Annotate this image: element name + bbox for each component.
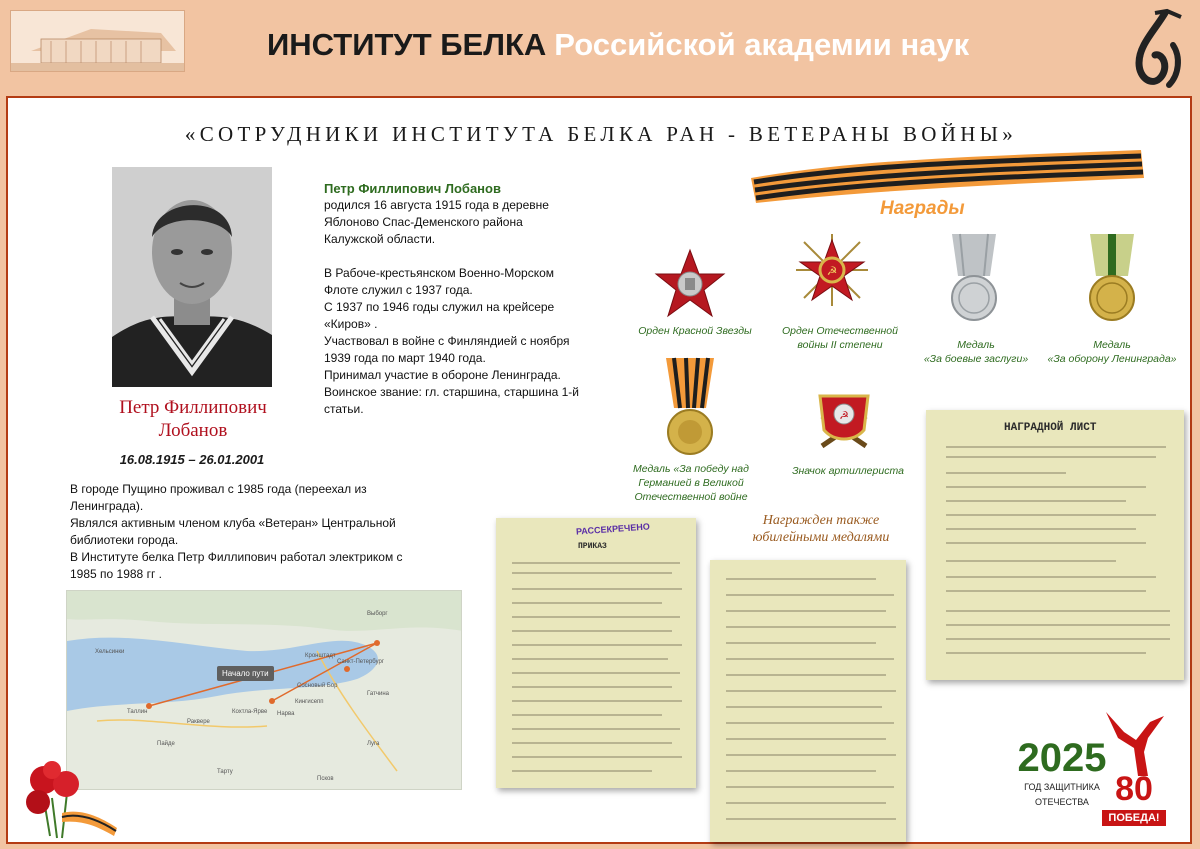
bio-line: Участвовал в войне с Финляндией с ноября [324, 334, 570, 348]
veteran-portrait-photo [112, 167, 272, 387]
map-city-label: Выборг [367, 611, 388, 617]
declassified-stamp: РАССЕКРЕЧЕНО [575, 521, 651, 537]
institute-title-bold: ИНСТИТУТ БЕЛКА [267, 27, 547, 62]
map-city-label: Санкт-Петербург [337, 659, 385, 665]
bio-name: Петр Филлипович Лобанов [324, 181, 501, 196]
bio-line: Яблоново Спас-Деменского района [324, 215, 523, 229]
pushchino-line: В городе Пущино проживал с 1985 года (переехал из [70, 482, 367, 496]
lifespan-dates: 16.08.1915 – 26.01.2001 [119, 452, 265, 467]
poster-title: «СОТРУДНИКИ ИНСТИТУТА БЕЛКА РАН - ВЕТЕРАНЫ ВОЙНЫ» [184, 122, 1018, 146]
award-label-line: Медаль «За победу над [633, 463, 749, 475]
award-label-line: «За боевые заслуги» [923, 353, 1029, 365]
jubilee-medals-note [736, 512, 906, 546]
bio-line: Флоте служил с 1937 года. [324, 283, 473, 297]
header [0, 0, 1200, 96]
award-sheet-document [926, 410, 1184, 680]
bio-line: 1939 года по март 1940 года. [324, 351, 486, 365]
awards-title: Награды [880, 198, 965, 219]
pushchino-line: Являлся активным членом клуба «Ветеран» Центральной [70, 516, 396, 530]
map-tooltip: Начало пути [217, 666, 274, 681]
badge-line2: ОТЕЧЕСТВА [1035, 797, 1089, 807]
map-city-label: Раквере [187, 719, 210, 725]
map-city-label: Кингисепп [295, 699, 324, 705]
map-city-label: Луга [367, 741, 380, 747]
biography [324, 180, 614, 418]
bio-line: Калужской области. [324, 232, 436, 246]
portrait-name-line2: Лобанов [158, 420, 228, 441]
year-of-defender-badge [1012, 738, 1112, 808]
bio-gap [324, 248, 614, 265]
pushchino-text [70, 481, 440, 583]
bio-line: Принимал участие в обороне Ленинграда. [324, 368, 561, 382]
pushchino-line: В Институте белка Петр Филлипович работал электриком с [70, 550, 403, 564]
award-label-line: «За оборону Ленинграда» [1047, 353, 1177, 365]
bio-line: С 1937 по 1946 годы служил на крейсере [324, 300, 555, 314]
route-map [66, 590, 462, 790]
award-label-artillery [774, 464, 922, 478]
svg-text:☭: ☭ [839, 409, 849, 422]
jubilee-line1: Награжден также [762, 513, 880, 528]
map-city-label: Кронштадт [305, 653, 336, 659]
victory-word: ПОБЕДА! [1102, 810, 1166, 826]
pushchino-line: Ленинграда). [70, 499, 144, 513]
institute-title [267, 27, 969, 63]
carnations-icon [22, 758, 122, 843]
award-label-patriotic-war [770, 324, 910, 352]
award-label-line: Значок артиллериста [792, 465, 904, 477]
bio-line: родился 16 августа 1915 года в деревне [324, 198, 549, 212]
svg-text:☭: ☭ [826, 264, 838, 278]
red-star-order-icon [654, 248, 726, 320]
order-document-1 [496, 518, 696, 788]
ib-monogram-logo-icon [1125, 5, 1195, 95]
award-label-line: Медаль [1093, 339, 1131, 351]
map-city-label: Гатчина [367, 691, 389, 697]
patriotic-war-order-icon [794, 232, 870, 308]
artillery-badge-icon [814, 386, 874, 454]
main-panel [6, 96, 1192, 844]
award-label-line: Отечественной войне [634, 491, 748, 503]
order-document-2 [710, 560, 906, 842]
award-label-victory [618, 462, 764, 504]
award-label-red-star [630, 324, 760, 338]
award-label-combat-merit [916, 338, 1036, 366]
map-city-label: Нарва [277, 711, 295, 717]
badge-line1: ГОД ЗАЩИТНИКА [1024, 782, 1100, 792]
jubilee-line2: юбилейными медалями [752, 530, 890, 545]
portrait-name [78, 396, 308, 442]
victory-over-germany-medal-icon [660, 356, 720, 458]
badge-year: 2025 [1017, 736, 1107, 780]
bio-line: В Рабоче-крестьянском Военно-Морском [324, 266, 554, 280]
map-city-label: Кохтла-Ярве [232, 709, 268, 715]
map-city-label: Пайде [157, 741, 175, 747]
award-label-line: Орден Отечественной [782, 325, 898, 337]
pushchino-line: 1985 по 1988 гг . [70, 567, 162, 581]
institute-title-light: Российской академии наук [554, 27, 970, 62]
award-sheet-title: НАГРАДНОЙ ЛИСТ [1004, 422, 1097, 434]
bio-line: статьи. [324, 402, 364, 416]
map-city-label: Таллин [127, 709, 148, 715]
map-city-label: Тарту [217, 769, 233, 775]
pushchino-line: библиотеки города. [70, 533, 179, 547]
portrait-name-line1: Петр Филлипович [119, 397, 267, 418]
award-label-line: войны II степени [797, 339, 883, 351]
victory-number: 80 [1115, 770, 1153, 808]
award-label-line: Германией в Великой [638, 477, 744, 489]
combat-merit-medal-icon [946, 232, 1002, 324]
map-city-label: Псков [317, 776, 334, 782]
bio-line: «Киров» . [324, 317, 378, 331]
award-label-line: Орден Красной Звезды [638, 325, 752, 337]
award-label-line: Медаль [957, 339, 995, 351]
award-label-leningrad-defense [1040, 338, 1184, 366]
order-heading: ПРИКАЗ [578, 542, 607, 551]
bio-line: Воинское звание: гл. старшина, старшина 1-й [324, 385, 579, 399]
victory-80-logo [1098, 708, 1170, 836]
institute-building-image [10, 10, 185, 72]
map-city-label: Хельсинки [95, 649, 125, 655]
map-city-label: Сосновый Бор [297, 683, 338, 689]
leningrad-defense-medal-icon [1084, 232, 1140, 324]
